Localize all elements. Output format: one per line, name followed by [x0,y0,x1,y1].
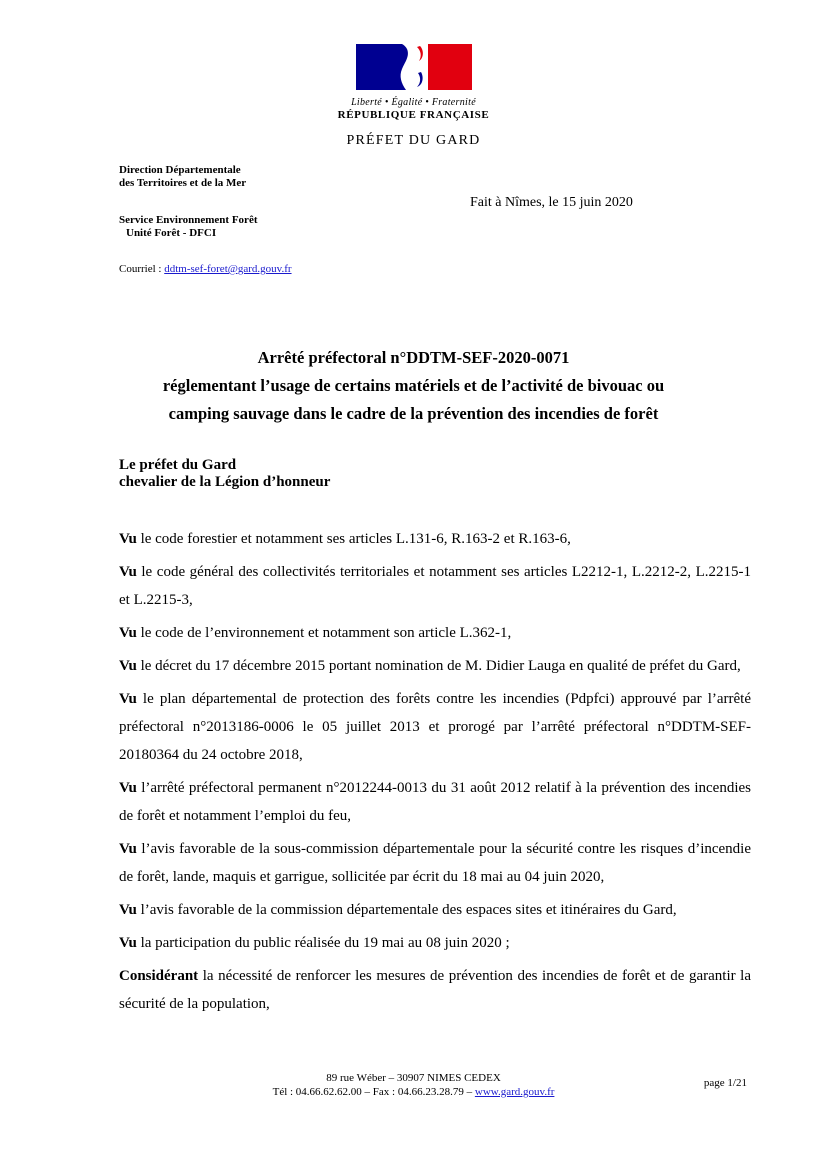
recital-lead: Vu [119,564,137,580]
republique-francaise-logo [0,44,827,121]
recital-lead: Vu [119,531,137,547]
recital-lead: Vu [119,691,137,707]
recital-text: l’arrêté préfectoral permanent n°2012244-0013 du 31 août 2012 relatif à la prévention des incendies de forêt et notamment l’emploi du feu, [119,780,752,824]
signatory-block [119,457,330,491]
republic-motto: Liberté • Égalité • Fraternité [351,97,476,108]
signatory-line2: chevalier de la Légion d’honneur [119,474,331,490]
recital-lead: Vu [119,902,137,918]
recitals-section [119,525,751,1023]
signatory-line1: Le préfet du Gard [119,457,237,473]
recital-text: le plan départemental de protection des forêts contre les incendies (Pdpfci) approuvé par l’arrêté préfectoral n°2013186-0006 le 05 juillet 2013 et prorogé par l’arrêté préfectoral n°DDTM-SEF-20180364 du 24 octobre 2018, [119,691,751,763]
recital-paragraph [119,962,751,1018]
recital-text: la nécessité de renforcer les mesures de prévention des incendies de forêt et de garantir la sécurité de la population, [119,968,752,1012]
recital-paragraph [119,835,751,891]
direction-line2: des Territoires et de la Mer [119,177,247,189]
courriel-line [119,263,292,275]
recital-lead: Vu [119,780,137,796]
courriel-label: Courriel : [119,263,162,275]
document-title [88,344,739,428]
footer-address: 89 rue Wéber – 30907 NIMES CEDEX [326,1072,501,1084]
recital-text: l’avis favorable de la commission départementale des espaces sites et itinéraires du Gard, [140,902,677,918]
document-title-line1: Arrêté préfectoral n°DDTM-SEF-2020-0071 [257,348,570,367]
marianne-flag-icon [356,44,472,90]
recital-paragraph [119,525,751,553]
recital-text: la participation du public réalisée du 19 mai au 08 juin 2020 ; [140,935,510,951]
direction-line1: Direction Départementale [119,164,241,176]
recital-lead: Vu [119,935,137,951]
recital-paragraph [119,929,751,957]
direction-block [119,164,246,190]
recital-lead: Vu [119,625,137,641]
service-block [119,214,258,240]
document-title-line3: camping sauvage dans le cadre de la prévention des incendies de forêt [168,404,659,423]
recital-text: le code général des collectivités territoriales et notamment ses articles L2212-1, L.2212-2, L.2215-1 et L.2215-3, [119,564,752,608]
recital-lead: Vu [119,841,137,857]
recital-paragraph [119,619,751,647]
document-title-line2: réglementant l’usage de certains matériels et de l’activité de bivouac ou [162,376,665,395]
recital-text: l’avis favorable de la sous-commission départementale pour la sécurité contre les risques d’incendie de forêt, lande, maquis et garrigue, sollicitée par écrit du 18 mai au 04 juin 2020, [119,841,752,885]
recital-paragraph [119,652,751,680]
recital-text: le code de l’environnement et notamment son article L.362-1, [140,625,512,641]
date-place-line: Fait à Nîmes, le 15 juin 2020 [470,195,633,210]
recital-lead: Considérant [119,968,199,984]
republic-name: RÉPUBLIQUE FRANÇAISE [337,109,490,121]
courriel-email-link[interactable]: ddtm-sef-foret@gard.gouv.fr [164,263,292,275]
footer-contact-text: Tél : 04.66.62.62.00 – Fax : 04.66.23.28.79 – [272,1086,475,1098]
recital-paragraph [119,558,751,614]
page-number: page 1/21 [703,1077,747,1089]
recital-paragraph [119,774,751,830]
footer-website-link[interactable]: www.gard.gouv.fr [474,1086,555,1098]
recital-text: le décret du 17 décembre 2015 portant nomination de M. Didier Lauga en qualité de préfet du Gard, [140,658,741,674]
service-line2: Unité Forêt - DFCI [126,227,217,239]
recital-text: le code forestier et notamment ses articles L.131-6, R.163-2 et R.163-6, [140,531,571,547]
recital-lead: Vu [119,658,137,674]
prefecture-title: PRÉFET DU GARD [346,133,481,148]
service-line1: Service Environnement Forêt [119,214,258,226]
recital-paragraph [119,685,751,769]
recital-paragraph [119,896,751,924]
